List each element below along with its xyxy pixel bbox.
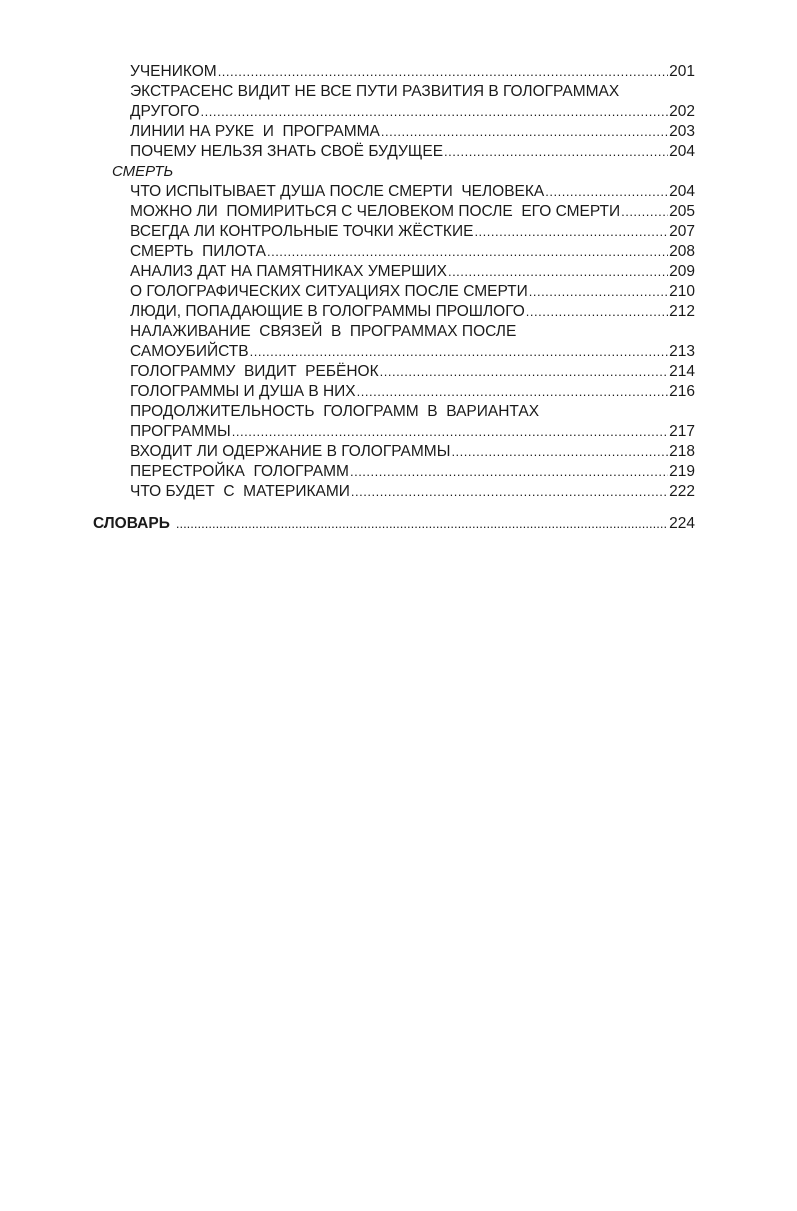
toc-leader-dots (474, 222, 668, 242)
toc-entry (0, 122, 797, 142)
toc-entry-title: МОЖНО ЛИ ПОМИРИТЬСЯ С ЧЕЛОВЕКОМ ПОСЛЕ ЕГО СМЕРТИ (130, 203, 621, 220)
toc-entry (0, 382, 797, 402)
toc-entry-line1 (0, 82, 797, 102)
toc-leader-dots (526, 302, 668, 322)
toc-leader-dots (357, 382, 668, 402)
toc-section-title: СМЕРТЬ (112, 163, 174, 180)
toc-entry-title: ЧТО БУДЕТ С МАТЕРИКАМИ (130, 483, 350, 500)
toc-entry-title-cont: ДРУГОГО (130, 103, 200, 120)
toc-entry (0, 102, 797, 122)
toc-entry-title: АНАЛИЗ ДАТ НА ПАМЯТНИКАХ УМЕРШИХ (130, 263, 447, 280)
toc-entry-title: УЧЕНИКОМ (130, 63, 217, 80)
toc-entry-page: 201 (669, 63, 695, 80)
toc-leader-dots (529, 282, 668, 302)
toc-leader-dots (381, 122, 668, 142)
toc-leader-dots (218, 62, 668, 82)
toc-leader-dots (451, 442, 668, 462)
toc-entry-line1 (0, 402, 797, 422)
toc-entry-title: ЧТО ИСПЫТЫВАЕТ ДУША ПОСЛЕ СМЕРТИ ЧЕЛОВЕКА (130, 183, 545, 200)
toc-entry-title: ПОЧЕМУ НЕЛЬЗЯ ЗНАТЬ СВОЁ БУДУЩЕЕ (130, 143, 444, 160)
toc-leader-dots (380, 362, 669, 382)
toc-entry-page: 209 (669, 263, 695, 280)
toc-entry-page: 207 (669, 223, 695, 240)
toc-leader-dots (448, 262, 668, 282)
toc-entry-title-cont: ПРОГРАММЫ (130, 423, 231, 440)
toc-entry-title: ПЕРЕСТРОЙКА ГОЛОГРАММ (130, 463, 349, 480)
toc-entry-page: 213 (669, 343, 695, 360)
toc-entry (0, 62, 797, 82)
toc-entry (0, 182, 797, 202)
toc-leader-dots (350, 462, 668, 482)
toc-entry-title: ВСЕГДА ЛИ КОНТРОЛЬНЫЕ ТОЧКИ ЖЁСТКИЕ (130, 223, 474, 240)
toc-entry-title: ГОЛОГРАММУ ВИДИТ РЕБЁНОК (130, 363, 379, 380)
toc-entry-page: 222 (669, 483, 695, 500)
toc-leader-dots (250, 342, 669, 362)
toc-leader-dots (444, 142, 668, 162)
toc-entry-title: ВХОДИТ ЛИ ОДЕРЖАНИЕ В ГОЛОГРАММЫ (130, 443, 451, 460)
toc-top-entry (0, 514, 797, 534)
toc-entry-page: 204 (669, 183, 695, 200)
toc-leader-dots (201, 102, 669, 122)
toc-entry-page: 219 (669, 463, 695, 480)
toc-leader-dots (351, 482, 668, 502)
toc-entry-title: ЭКСТРАСЕНС ВИДИТ НЕ ВСЕ ПУТИ РАЗВИТИЯ В ГОЛОГРАММАХ (130, 83, 620, 100)
table-of-contents (0, 62, 797, 534)
toc-entry (0, 202, 797, 222)
toc-entry (0, 262, 797, 282)
toc-entry (0, 482, 797, 502)
toc-leader-dots (232, 422, 668, 442)
toc-entry (0, 422, 797, 442)
toc-entry (0, 462, 797, 482)
toc-entry-title: ГОЛОГРАММЫ И ДУША В НИХ (130, 383, 356, 400)
toc-entry-title: ЛИНИИ НА РУКЕ И ПРОГРАММА (130, 123, 380, 140)
toc-entry-page: 205 (669, 203, 695, 220)
toc-entry (0, 222, 797, 242)
toc-entry-page: 214 (669, 363, 695, 380)
toc-entry-page: 203 (669, 123, 695, 140)
toc-leader-dots (545, 182, 668, 202)
toc-entry-page: 217 (669, 423, 695, 440)
toc-entry (0, 142, 797, 162)
toc-entry (0, 342, 797, 362)
toc-entry (0, 302, 797, 322)
toc-entry-title: ЛЮДИ, ПОПАДАЮЩИЕ В ГОЛОГРАММЫ ПРОШЛОГО (130, 303, 525, 320)
toc-entry-title: ПРОДОЛЖИТЕЛЬНОСТЬ ГОЛОГРАММ В ВАРИАНТАХ (130, 403, 540, 420)
toc-leader-dots (267, 242, 668, 262)
toc-entry-title-cont: САМОУБИЙСТВ (130, 343, 249, 360)
toc-entry-page: 208 (669, 243, 695, 260)
toc-entry-title: О ГОЛОГРАФИЧЕСКИХ СИТУАЦИЯХ ПОСЛЕ СМЕРТИ (130, 283, 528, 300)
toc-leader-dots (176, 514, 667, 534)
toc-entry (0, 242, 797, 262)
toc-entry-page: 204 (669, 143, 695, 160)
toc-entry-page: 218 (669, 443, 695, 460)
toc-dictionary-page: 224 (669, 515, 695, 532)
toc-entry (0, 282, 797, 302)
toc-entry-title: СМЕРТЬ ПИЛОТА (130, 243, 266, 260)
toc-entry-page: 216 (669, 383, 695, 400)
toc-entry-title: НАЛАЖИВАНИЕ СВЯЗЕЙ В ПРОГРАММАХ ПОСЛЕ (130, 323, 517, 340)
toc-leader-dots (621, 202, 668, 222)
toc-entry-line1 (0, 322, 797, 342)
toc-dictionary-title: СЛОВАРЬ (93, 515, 170, 532)
toc-entry-page: 202 (669, 103, 695, 120)
toc-entry-page: 212 (669, 303, 695, 320)
toc-entry-page: 210 (669, 283, 695, 300)
toc-section (0, 162, 797, 182)
toc-entry (0, 362, 797, 382)
toc-entry (0, 442, 797, 462)
